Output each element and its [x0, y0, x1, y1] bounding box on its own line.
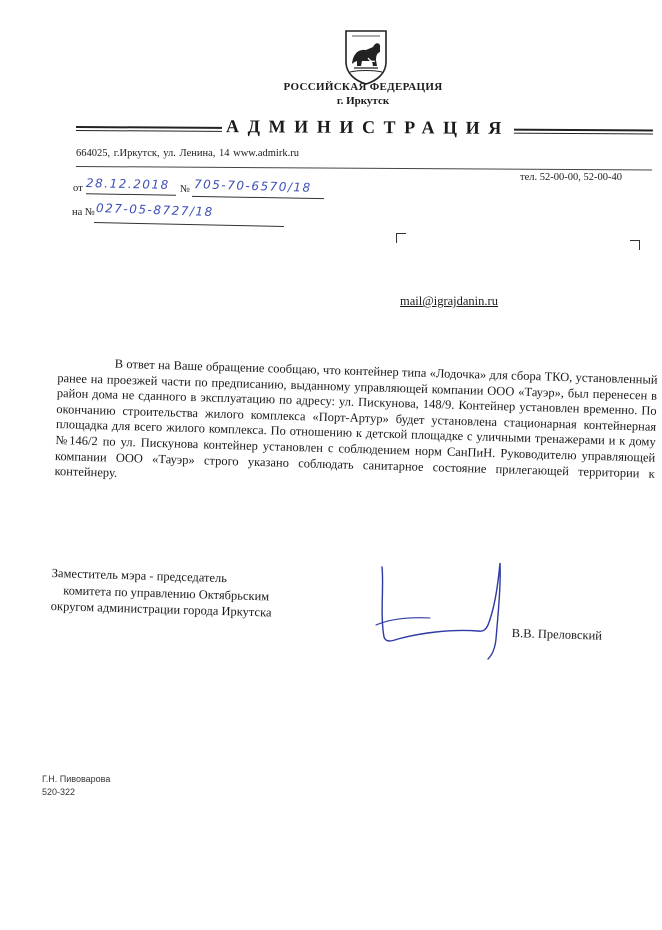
position-line-1: Заместитель мэра - председатель — [51, 565, 228, 586]
handwritten-signature — [370, 555, 510, 665]
administration-title: АДМИНИСТРАЦИЯ — [222, 116, 514, 139]
reply-number-handwritten: 027-05-8727/18 — [95, 200, 214, 220]
coat-of-arms-icon — [342, 28, 390, 86]
address-rule — [76, 166, 652, 171]
date-underline — [86, 193, 176, 196]
number-underline — [192, 196, 324, 199]
executor-name: Г.Н. Пивоварова — [42, 774, 111, 784]
address-line: 664025, г.Иркутск, ул. Ленина, 14 www.admirk.ru — [76, 148, 299, 159]
signatory-position — [51, 565, 273, 621]
from-label: от — [73, 183, 83, 194]
reply-label: на № — [72, 207, 95, 218]
letter-body: В ответ на Ваше обращение сообщаю, что контейнер типа «Лодочка» для сбора ТКО, установленный ранее на проезжей части по предписанию, выданному управляющей компании ООО «Тауэр», был перенесен в район дома не сданного в эксплуатацию по адресу: ул. Пискунова, 148/9. Контейнер установлен временно. По окончанию строительства жилого комплекса «Порт-Артур» будет установлена стационарная контейнерная площадка для всего жилого комплекса. По отношению к детской площадке с уличными тренажерами и к дому №146/2 по ул. Пискунова контейнер установлен с соблюдением норм СанПиН. Руководителю управляющей компании ООО «Тауэр» строго указано соблюдать санитарное состояние прилегающей территории к контейнеру. — [54, 356, 658, 481]
address-corner-right — [630, 240, 640, 250]
executor-phone: 520-322 — [42, 787, 76, 797]
position-line-2: комитета по управлению Октябрьским — [63, 582, 270, 603]
signatory-name: В.В. Преловский — [511, 626, 603, 643]
city-caption: г. Иркутск — [336, 95, 390, 107]
date-handwritten: 28.12.2018 — [85, 176, 170, 192]
address-corner-left — [396, 233, 406, 243]
number-handwritten: 705-70-6570/18 — [193, 177, 312, 195]
phone-line: тел. 52-00-00, 52-00-40 — [520, 172, 622, 183]
executor-block — [42, 773, 110, 799]
reply-underline — [94, 222, 284, 227]
number-label: № — [180, 184, 191, 195]
recipient-email[interactable]: mail@igrajdanin.ru — [400, 294, 498, 308]
federation-caption: РОССИЙСКАЯ ФЕДЕРАЦИЯ — [283, 81, 443, 93]
position-line-3: округом администрации города Иркутска — [50, 598, 272, 620]
